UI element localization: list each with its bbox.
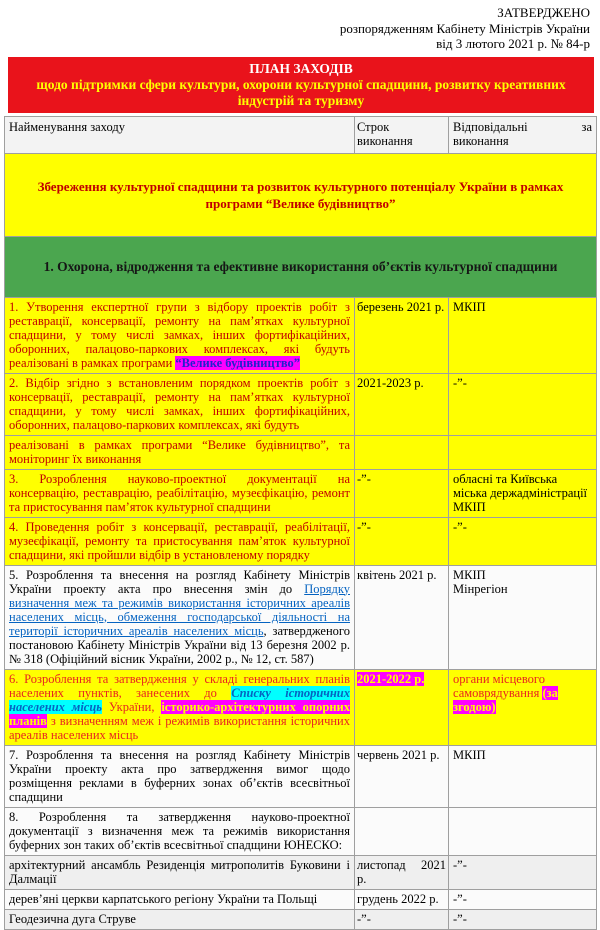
- table-row: [5, 889, 597, 909]
- col-header-term: Строк виконання: [355, 116, 449, 153]
- approval-date: від 3 лютого 2021 р. № 84-р: [436, 36, 590, 51]
- measure-text: з визначенням меж і режимів використання історичних ареалів населених місць: [9, 713, 350, 742]
- plan-table: [4, 116, 597, 930]
- term-cell: березень 2021 р.: [355, 297, 449, 373]
- magenta-highlight: історико-архітектурних опорних планів: [9, 699, 350, 728]
- measure-cell: [5, 669, 355, 745]
- responsible-cell: МКІП: [449, 745, 597, 807]
- part1-section-row: [5, 236, 597, 297]
- measure-cell: [5, 565, 355, 669]
- approval-stamp: ЗАТВЕРДЖЕНО: [497, 5, 590, 20]
- term-cell: -”-: [355, 469, 449, 517]
- measure-text: 6. Розроблення та затвердження у складі генеральних планів населених пунктів, занесених до: [9, 671, 350, 700]
- measure-cell: 7. Розроблення та внесення на розгляд Кабінету Міністрів України проекту акта про затвердження вимог щодо розміщення реклами в буферних зонах об’єктів всесвітньої спадщини: [5, 745, 355, 807]
- measure-text: 5. Розроблення та внесення на розгляд Кабінету Міністрів України проекту акта про внесення змін до: [9, 567, 350, 596]
- responsible-cell: -”-: [449, 373, 597, 435]
- term-cell: листопад 2021 р.: [355, 855, 449, 889]
- measure-cell: 2. Відбір згідно з встановленим порядком проектів робіт з консервації, реставрації, ремонту на пам’ятках культурної спадщини, у тому числі замках, інших фортифікаційних, оборонних, палацово-паркових комплексах, які будуть: [5, 373, 355, 435]
- approval-order: розпорядженням Кабінету Міністрів України: [339, 20, 590, 36]
- measure-cell: 3. Розроблення науково-проектної документації на консервацію, реставрацію, реабілітацію, музеєфікацію, ремонт та пристосування пам’яток культурної спадщини: [5, 469, 355, 517]
- responsible-cell: -”-: [449, 909, 597, 929]
- measure-cell: реалізовані в рамках програми “Велике будівництво”, та моніторинг їх виконання: [5, 435, 355, 469]
- responsible-cell: [449, 435, 597, 469]
- measure-text: України,: [102, 699, 162, 714]
- magenta-highlight: “Велике будівництво”: [175, 355, 300, 370]
- plan-subtitle: щодо підтримки сфери культури, охорони культурної спадщини, розвитку креативних індустрій та туризму: [36, 76, 566, 108]
- measure-text: , затвердженого постановою Кабінету Міністрів України від 13 березня 2002 р. № 318 (Офіційний вісник України, 2002 р., № 12, ст. 587): [9, 623, 350, 666]
- term-cell: [355, 669, 449, 745]
- table-row: [5, 669, 597, 745]
- term-cell: 2021-2023 р.: [355, 373, 449, 435]
- cyan-highlight: Списку історичних населених місць: [9, 685, 350, 714]
- table-row: [5, 565, 597, 669]
- responsible-line: МКІП: [453, 499, 486, 514]
- poryadok-hyperlink[interactable]: Порядку визначення меж та режимів використання історичних ареалів населених місць, обмеження господарської діяльності на території історичних ареалів населених місць: [9, 581, 350, 638]
- term-cell: -”-: [355, 517, 449, 565]
- responsible-cell: [449, 469, 597, 517]
- measure-cell: архітектурний ансамбль Резиденція митрополитів Буковини і Далмації: [5, 855, 355, 889]
- col-header-responsible: Відповідальні за виконання: [449, 116, 597, 153]
- responsible-cell: [449, 565, 597, 669]
- table-row: [5, 909, 597, 929]
- measure-cell: [5, 297, 355, 373]
- term-cell: грудень 2022 р.: [355, 889, 449, 909]
- responsible-cell: -”-: [449, 889, 597, 909]
- approval-block: [0, 0, 600, 52]
- term-cell: квітень 2021 р.: [355, 565, 449, 669]
- measure-cell: дерев’яні церкви карпатського регіону України та Польщі: [5, 889, 355, 909]
- measure-cell: 4. Проведення робіт з консервації, реставрації, реабілітації, музеєфікації, ремонту та пристосування пам’яток культурної спадщини, які пройшли відбір в установленому порядку: [5, 517, 355, 565]
- table-row: [5, 517, 597, 565]
- program-section-row: [5, 153, 597, 236]
- table-row: [5, 435, 597, 469]
- plan-banner: [8, 57, 594, 113]
- term-cell: [355, 435, 449, 469]
- responsible-cell: МКІП: [449, 297, 597, 373]
- responsible-line: обласні та Київська міська держадміністрації: [453, 471, 588, 500]
- table-header-row: [5, 116, 597, 153]
- term-cell: червень 2021 р.: [355, 745, 449, 807]
- table-row: [5, 855, 597, 889]
- responsible-line: МКІП: [453, 567, 486, 582]
- magenta-highlight: (за згодою): [453, 685, 558, 714]
- part1-section-title: 1. Охорона, відродження та ефективне використання об’єктів культурної спадщини: [5, 236, 597, 297]
- col-header-measure: Найменування заходу: [5, 116, 355, 153]
- responsible-line: Мінрегіон: [453, 581, 508, 596]
- responsible-cell: -”-: [449, 855, 597, 889]
- program-section-title: Збереження культурної спадщини та розвиток культурного потенціалу України в рамках програми “Велике будівництво”: [5, 153, 597, 236]
- responsible-text: органи місцевого самоврядування: [453, 671, 545, 700]
- measure-cell: 8. Розроблення та затвердження науково-проектної документації з визначення меж та режимів використання буферних зон таких об’єктів всесвітньої спадщини ЮНЕСКО:: [5, 807, 355, 855]
- magenta-highlight: 2021-2022 р.: [357, 671, 425, 686]
- responsible-cell: [449, 669, 597, 745]
- responsible-cell: -”-: [449, 517, 597, 565]
- measure-text: 1. Утворення експертної групи з відбору проектів робіт з реставрації, консервації, ремонту на пам’ятках культурної спадщини, у тому числі замках, інших фортифікаційних, оборонних, палацово-паркових комплексах, які будуть реалізовані в рамках програми: [9, 299, 350, 370]
- term-cell: -”-: [355, 909, 449, 929]
- table-row: [5, 297, 597, 373]
- table-row: [5, 469, 597, 517]
- measure-cell: Геодезична дуга Струве: [5, 909, 355, 929]
- table-row: [5, 373, 597, 435]
- plan-title: ПЛАН ЗАХОДІВ: [249, 60, 353, 76]
- table-row: [5, 745, 597, 807]
